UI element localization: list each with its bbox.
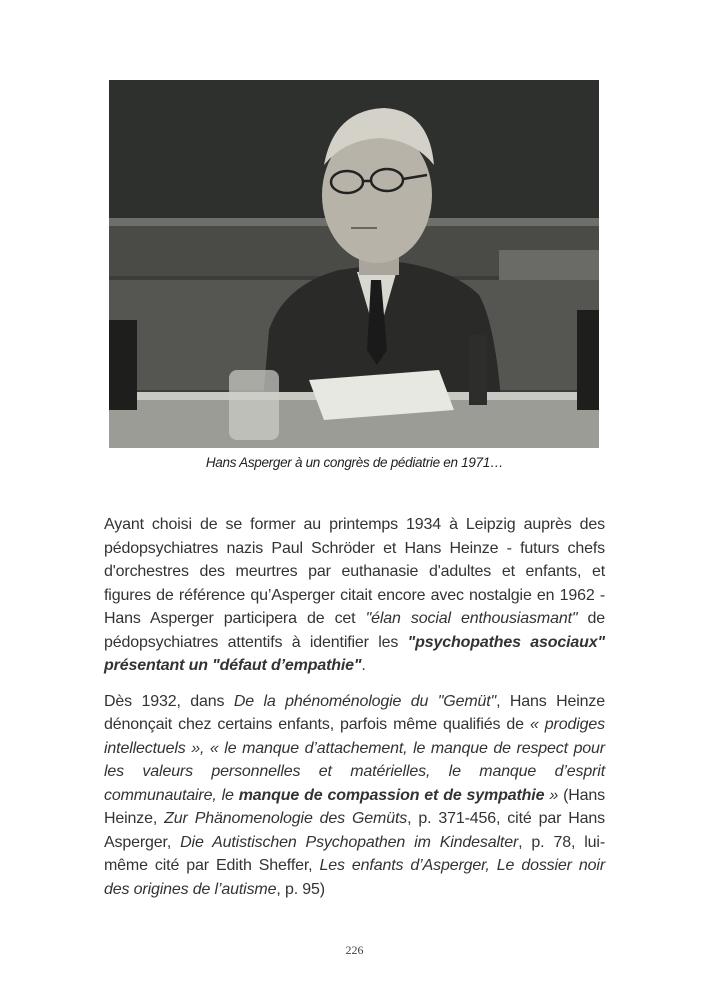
photo-illustration — [109, 80, 599, 448]
photo-caption: Hans Asperger à un congrès de pédiatrie en 1971… — [205, 455, 504, 470]
portrait-photo — [109, 80, 599, 448]
title-zur-phaenomenologie: Zur Phänomenologie des Gemüts — [164, 810, 408, 827]
heinze-quote-emphasis: manque de compassion et de sympathie — [238, 786, 545, 804]
paragraph-2: Dès 1932, dans De la phénoménologie du "Gemüt", Hans Heinze dénonçait chez certains enfants, parfois même qualifiés de « prodiges intellectuels », « le manque d’attachement, le manque de respect pour les valeurs personnelles et matérielles, le manque d’esprit communautaire, le manque de compassion et de sympathie » (Hans Heinze, Zur Phänomenologie des Gemüts, p. 371-456, cité par Hans Asperger, Die Autistischen Psychopathen im Kindesalter, p. 78, lui-même cité par Edith Sheffer, Les enfants d’Asperger, Le dossier noir des origines de l’autisme, p. 95) — [104, 692, 606, 898]
title-autistischen-psychopathen: Die Autistischen Psychopathen im Kindesalter — [180, 833, 519, 851]
page-number: 226 — [345, 943, 364, 957]
title-phenomenologie: De la phénoménologie du "Gemüt" — [233, 692, 497, 710]
quote-elan-social: "élan social enthousiasmant" — [365, 610, 578, 627]
body-text — [104, 513, 605, 913]
paragraph-1: Ayant choisi de se former au printemps 1934 à Leipzig auprès des pédopsychiatres nazis Paul Schröder et Hans Heinze - futurs chefs d'orchestres des meurtres par euthanasie d'adultes et enfants, et figures de référence qu’Asperger citait encore avec nostalgie en 1962 - Hans Asperger participera de cet "élan social enthousiasmant" de pédopsychiatres attentifs à identifier les "psychopathes asociaux" présentant un "défaut d’empathie". — [104, 516, 605, 674]
heinze-quote: « prodiges intellectuels », « le manque d’attachement, le manque de respect pour les valeurs personnelles et matérielles, le manque d’esprit communautaire, le — [104, 716, 605, 804]
title-enfants-asperger: Les enfants d’Asperger, Le dossier noir des origines de l’autisme — [104, 857, 605, 898]
quote-psychopathes-asociaux: "psychopathes asociaux" présentant un "défaut d’empathie" — [104, 633, 605, 674]
